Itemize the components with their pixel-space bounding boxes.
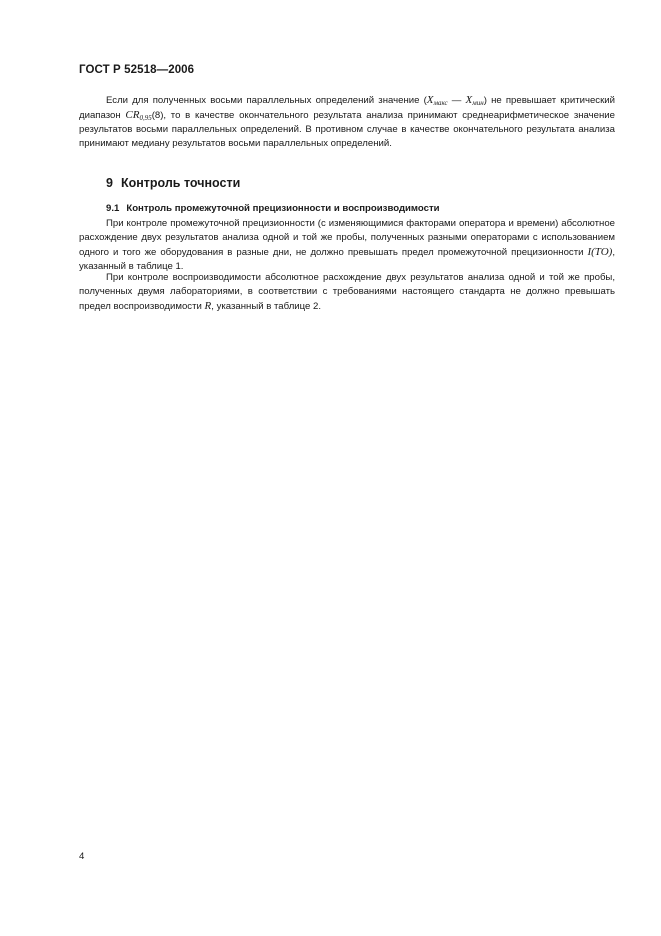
reproducibility-symbol: R [204,300,212,312]
subsection-heading: 9.1 Контроль промежуточной прецизионности и воспроизводимости [106,203,440,214]
page-number: 4 [79,851,85,862]
x-min-symbol: $X_{мин}$ [465,94,484,107]
section-heading: 9 Контроль точности [106,176,241,190]
standard-header: ГОСТ Р 52518—2006 [79,64,195,76]
x-max-symbol: $X_{макс}$ [426,94,448,107]
intermediate-precision-symbol: I(TO) [587,246,613,258]
paragraph-final-result: Если для полученных восьми параллельных определений значение ($X_{макс}$ — $X_{мин}$) не превышает критический диапазон $CR_{0,95}(8)$, то в качестве окончательного результата анализа принимают среднеарифметическое значение результатов восьми параллельных определений. В противном случае в качестве окончательного результата анализа принимают медиану результатов восьми параллельных определений. [79,94,615,149]
critical-range-symbol: $CR_{0,95}$ [125,109,152,122]
paragraph-intermediate-precision: При контроле промежуточной прецизионности (с изменяющимися факторами оператора и времени) абсолютное расхождение двух результатов анализа одной и той же пробы, полученных разными операторами с использованием одного и того же оборудования в разные дни, не должно превышать предел промежуточной прецизионности I(TO), указанный в таблице 1. [79,218,615,272]
paragraph-reproducibility: При контроле воспроизводимости абсолютное расхождение двух результатов анализа одной и той же пробы, полученных двумя лабораториями, в соответствии с требованиями настоящего стандарта не должно превышать предел воспроизводимости R, указанный в таблице 2. [79,272,615,312]
